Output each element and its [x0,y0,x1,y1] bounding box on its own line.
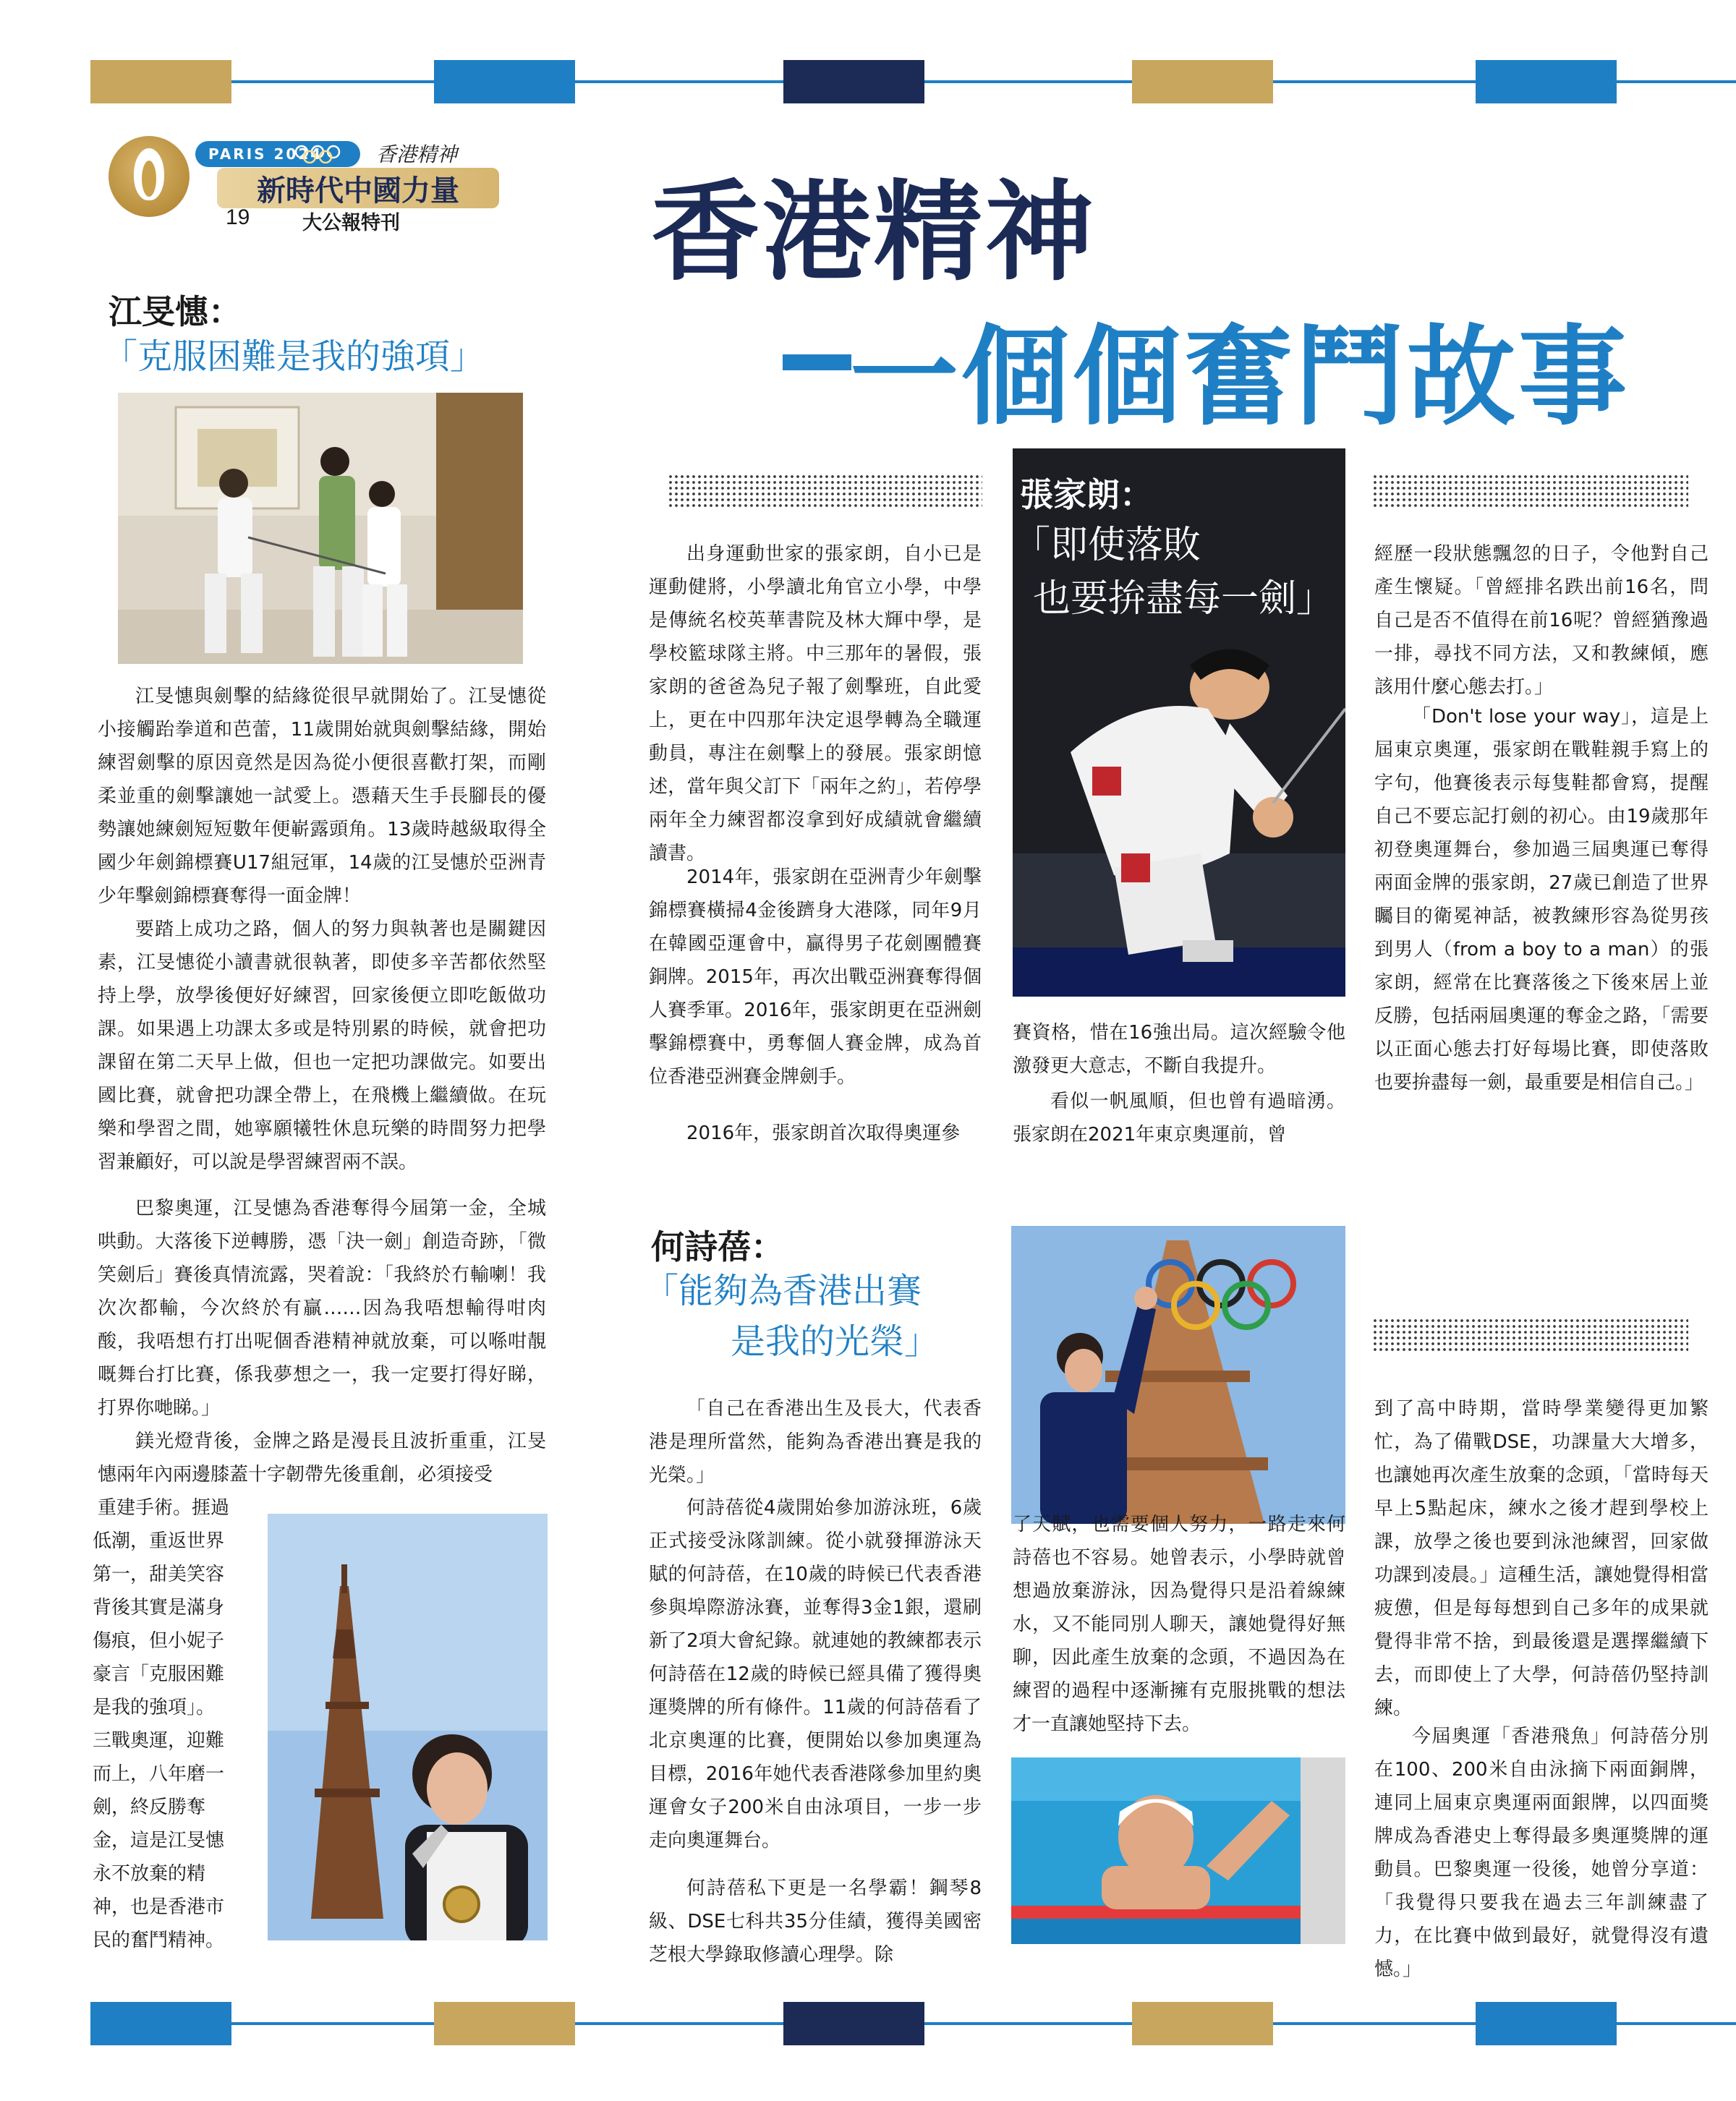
narrow-line: 傷痕，但小妮子 [93,1630,225,1652]
ho-waving-eiffel-photo [1011,1226,1345,1524]
headline-line-2: 一個個奮鬥故事 [850,313,1630,440]
narrow-line: 金，這是江旻憓 [93,1830,225,1851]
dotted-divider [668,474,982,508]
ho-quote-line-2: 是我的光榮」 [731,1321,940,1362]
bottom-decorative-band [0,2002,1736,2045]
narrow-line: 低潮，重返世界 [93,1530,225,1552]
hk-spirit-label: 香港精神 [376,142,458,166]
cheung-col1-paragraph-2: 2014年，張家朗在亞洲青少年劍擊錦標賽橫掃4金後躋身大港隊，同年9月在韓國亞運會中，贏得男子花劍團體賽銅牌。2015年，再次出戰亞洲賽奪得個人賽季軍。2016年，張家朗更在亞洲劍擊錦標賽中，勇奪個人賽金牌，成為首位香港亞洲賽金牌劍手。 [649,866,982,1088]
paris-2024-label: PARIS 2024 [195,141,360,167]
top-decorative-band [0,60,1736,103]
kong-paragraph-3: 巴黎奧運，江旻憓為香港奪得今屆第一金，全城哄動。大落後下逆轉勝，憑「決一劍」創造奇跡，「微笑劍后」賽後真情流露，哭着說：「我終於冇輸喇！我次次都輸，今次終於有贏……因為我唔想輸得咁肉酸，我唔想冇打出呢個香港精神就放棄，可以喺咁靚嘅舞台打比賽，係我夢想之一，我一定要打得好睇，打界你哋睇。」 [98,1198,546,1419]
kong-paragraph-4-continued: 重建手術。捱過 [98,1497,230,1519]
kong-paragraph-1: 江旻憓與劍擊的結緣從很早就開始了。江旻憓從小接觸跆拳道和芭蕾，11歲開始就與劍擊結緣，開始練習劍擊的原因竟然是因為從小便很喜歡打架，而剛柔並重的劍擊讓她一試愛上。憑藉天生手長腳長的優勢讓她練劍短短數年便嶄露頭角。13歲時越級取得全國少年劍錦標賽U17組冠軍，14歲的江旻憓於亞洲青少年擊劍錦標賽奪得一面金牌！ [98,686,546,907]
cheung-quote-line-1: 「即使落敗 [1013,524,1201,567]
ho-pool-smiling-photo [1011,1757,1345,1944]
narrow-line: 第一，甜美笑容 [93,1564,225,1585]
narrow-line: 背後其實是滿身 [93,1597,225,1619]
cheung-col2-paragraph-1: 賽資格，惜在16強出局。這次經驗令他激發更大意志，不斷自我提升。 [1013,1022,1345,1077]
narrow-line: 民的奮鬥精神。 [93,1930,225,1951]
cheung-col1-paragraph-3: 2016年，張家朗首次取得奧運參 [686,1122,961,1144]
headline-dash [783,354,851,370]
flame-inner-shape [142,161,156,197]
narrow-line: 劍，終反勝奪 [93,1797,206,1818]
olympic-rings-icon [293,145,359,163]
dotted-divider [1372,1318,1688,1352]
narrow-line: 而上，八年磨一 [93,1763,225,1785]
narrow-line: 豪言「克服困難 [93,1663,225,1685]
kong-paragraph-2: 要踏上成功之路，個人的努力與執著也是關鍵因素，江旻憓從小讀書就很執著，即使多辛苦都依然堅持上學，放學後便好好練習，回家後便立即吃飯做功課。如果遇上功課太多或是特別累的時候，就會把功課留在第二天早上做，但也一定把功課做完。如要出國比賽，就會把功課全帶上，在飛機上繼續做。在玩樂和學習之間，她寧願犧牲休息玩樂的時間努力把學習兼顧好，可以說是學習練習兩不誤。 [98,919,546,1173]
ho-col1-paragraph-1: 「自己在香港出生及長大，代表香港是理所當然，能夠為香港出賽是我的光榮。」 [649,1398,982,1486]
cheung-quote-line-2: 也要拚盡每一劍」 [1033,577,1335,621]
ho-col2-paragraph-1: 了天賦，也需要個人努力，一路走來何詩蓓也不容易。她曾表示，小學時就曾想過放棄游泳，因為覺得只是沿着線練水，又不能同別人聊天，讓她覺得好無聊，因此產生放棄的念頭，不過因為在練習的過程中逐漸擁有克服挑戰的想法才一直讓她堅持下去。 [1013,1514,1345,1735]
kong-fencing-demo-photo [118,393,523,664]
cheung-col3-paragraph-1: 經歷一段狀態飄忽的日子，令他對自己產生懷疑。「曾經排名跌出前16名，問自己是否不值得在前16呢？曾經猶豫過一排，尋找不同方法，又和教練傾，應該用什麼心態去打。」 [1374,543,1709,698]
cheung-col3-paragraph-2: 「Don't lose your way」，這是上屆東京奧運，張家朗在戰鞋親手寫上的字句，他賽後表示每隻鞋都會寫，提醒自己不要忘記打劍的初心。由19歲那年初登奧運舞台，參加過三屆奧運已奪得兩面金牌的張家朗，27歲已創造了世界矚目的衛冕神話，被教練形容為從男孩到男人（from a boy to a man）的張家朗，經常在比賽落後之下後來居上並反勝，包括兩屆奧運的奪金之路，「需要以正面心態去打好每場比賽，即使落敗也要拚盡每一劍，最重要是相信自己。」 [1374,706,1709,1094]
ho-quote-line-1: 「能夠為香港出賽 [644,1271,922,1311]
narrow-line: 永不放棄的精 [93,1863,206,1885]
page-number: 19 [226,205,250,229]
kong-name-heading: 江旻憓： [109,292,242,331]
new-era-banner: 新時代中國力量 [217,168,499,208]
kong-narrow-column [93,1525,260,1957]
ho-name-heading: 何詩蓓： [651,1227,784,1266]
cheung-name-heading: 張家朗： [1020,475,1153,514]
cheung-col2-paragraph-2: 看似一帆風順，但也曾有過暗湧。張家朗在2021年東京奧運前，曾 [1013,1091,1345,1146]
narrow-line: 三戰奧運，迎難 [93,1730,225,1752]
special-issue-label: 大公報特刊 [302,212,400,234]
headline-line-1: 香港精神 [651,169,1097,296]
kong-quote-heading: 「克服困難是我的強項」 [103,336,485,377]
dotted-divider [1372,474,1688,508]
narrow-line: 神，也是香港市 [93,1896,225,1918]
ho-col1-paragraph-3: 何詩蓓私下更是一名學霸！鋼琴8級、DSE七科共35分佳績，獲得美國密芝根大學錄取修讀心理學。除 [649,1878,982,1966]
narrow-line: 是我的強項」。 [93,1697,216,1718]
ho-col3-paragraph-1: 到了高中時期，當時學業變得更加繁忙，為了備戰DSE，功課量大大增多，也讓她再次產生放棄的念頭，「當時每天早上5點起床，練水之後才趕到學校上課，放學之後也要到泳池練習，回家做功課到凌晨。」這種生活，讓她覺得相當疲憊，但是每每想到自己多年的成果就覺得非常不捨，到最後還是選擇繼續下去，而即使上了大學，何詩蓓仍堅持訓練。 [1374,1398,1709,1719]
kong-eiffel-medal-photo [268,1514,548,1940]
kong-paragraph-4: 鎂光燈背後，金牌之路是漫長且波折重重，江旻憓兩年內兩邊膝蓋十字韌帶先後重創，必須接受 [98,1431,546,1486]
cheung-col1-paragraph-1: 出身運動世家的張家朗，自小已是運動健將，小學讀北角官立小學，中學是傳統名校英華書院及林大輝中學，是學校籃球隊主將。中三那年的暑假，張家朗的爸爸為兒子報了劍擊班，自此愛上，更在中四那年決定退學轉為全職運動員，專注在劍擊上的發展。張家朗憶述，當年與父訂下「兩年之約」，若停學兩年全力練習都沒拿到好成績就會繼續讀書。 [649,543,982,864]
ho-col3-paragraph-2: 今屆奧運「香港飛魚」何詩蓓分別在100、200米自由泳摘下兩面銅牌，連同上屆東京奧運兩面銀牌，以四面獎牌成為香港史上奪得最多奧運獎牌的運動員。巴黎奧運一役後，她曾分享道：「我覺得只要我在過去三年訓練盡了力，在比賽中做到最好，就覺得沒有遺憾。」 [1374,1726,1709,1980]
ho-col1-paragraph-2: 何詩蓓從4歲開始參加游泳班，6歲正式接受泳隊訓練。從小就發揮游泳天賦的何詩蓓，在10歲的時候已代表香港參與埠際游泳賽，並奪得3金1銀，還刷新了2項大會紀錄。就連她的教練都表示何詩蓓在12歲的時候已經具備了獲得奧運獎牌的所有條件。11歲的何詩蓓看了北京奧運的比賽，便開始以參加奧運為目標，2016年她代表香港隊參加里約奧運會女子200米自由泳項目，一步一步走向奧運舞台。 [649,1497,982,1851]
